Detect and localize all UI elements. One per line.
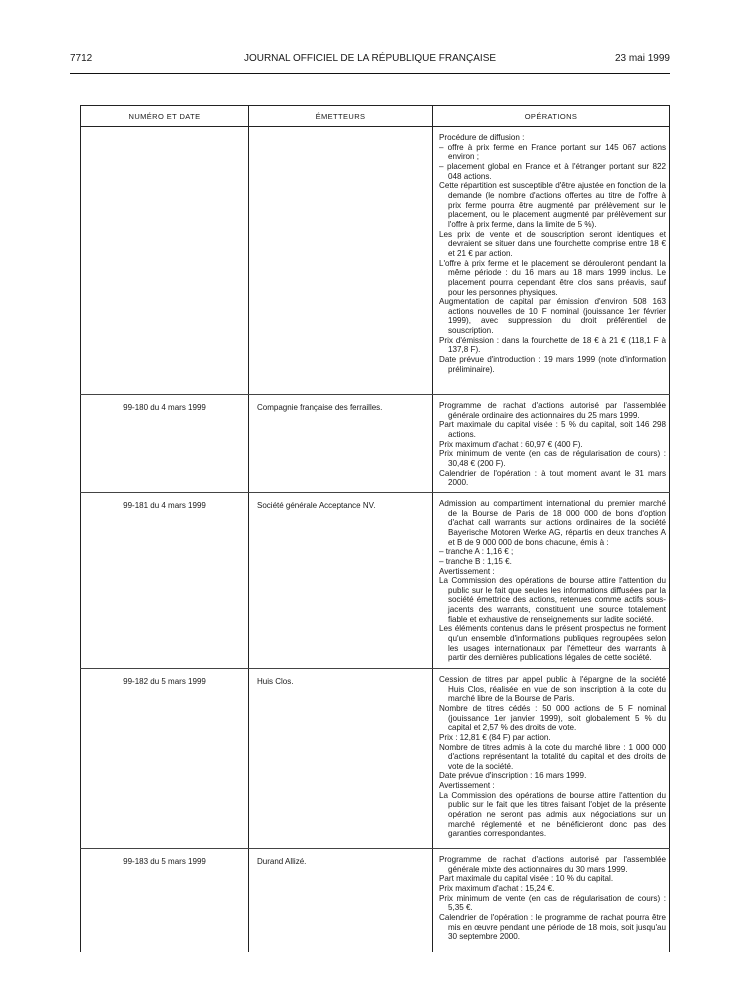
operation-line: Les éléments contenus dans le présent prospectus ne forment qu'un ensemble d'informations publiques regroupées selon les usages internationaux par l'émetteur des warrants à partir des dernières publications légales de cette société. xyxy=(439,624,666,663)
table-row xyxy=(81,127,670,395)
operation-line: Nombre de titres admis à la cote du marché libre : 1 000 000 d'actions représentant la totalité du capital et des droits de vote de la société. xyxy=(439,742,666,771)
table-row xyxy=(81,668,670,848)
operation-line: – tranche B : 1,15 €. xyxy=(439,556,512,566)
emetteur-cell: Durand Allizé. xyxy=(249,848,433,952)
numero-cell: 99-183 du 5 mars 1999 xyxy=(81,848,249,952)
operation-line: Les prix de vente et de souscription seront identiques et devraient se situer dans une fourchette comprise entre 18 € et 21 € par action. xyxy=(439,229,666,258)
operation-line: Date prévue d'introduction : 19 mars 1999 (note d'information préliminaire). xyxy=(439,355,666,374)
numero-cell: 99-181 du 4 mars 1999 xyxy=(81,492,249,668)
emetteur-cell xyxy=(249,127,433,395)
operation-line: – placement global en France et à l'étranger portant sur 822 048 actions. xyxy=(439,161,666,181)
column-header-numero: NUMÉRO ET DATE xyxy=(81,106,249,127)
operation-line: Part maximale du capital visée : 5 % du capital, soit 146 298 actions. xyxy=(439,420,666,439)
emetteur-cell: Société générale Acceptance NV. xyxy=(249,492,433,668)
numero-cell: 99-182 du 5 mars 1999 xyxy=(81,668,249,848)
operation-line: – tranche A : 1,16 € ; xyxy=(439,547,514,557)
table-row xyxy=(81,395,670,493)
emetteur-cell: Huis Clos. xyxy=(249,668,433,848)
numero-cell xyxy=(81,127,249,395)
operations-cell xyxy=(433,848,670,952)
journal-title: JOURNAL OFFICIEL DE LA RÉPUBLIQUE FRANÇAISE xyxy=(243,53,497,64)
table-row xyxy=(81,492,670,668)
operations-cell xyxy=(433,127,670,395)
operation-line: La Commission des opérations de bourse attire l'attention du public sur le fait que les titres faisant l'objet de la présente opération ne seront pas admis aux négociations sur un marché réglementé et ne bénéficieront donc pas des garanties correspondantes. xyxy=(439,790,666,839)
operation-line: Augmentation de capital par émission d'environ 508 163 actions nouvelles de 10 F nominal (jouissance 1er février 1999), avec suppression du droit préférentiel de souscription. xyxy=(439,297,666,336)
column-header-emetteurs: ÉMETTEURS xyxy=(249,106,433,127)
operations-table xyxy=(80,105,670,952)
emetteur-cell: Compagnie française des ferrailles. xyxy=(249,395,433,493)
page-header xyxy=(70,53,670,69)
operation-line: Prix maximum d'achat : 60,97 € (400 F). xyxy=(439,439,583,449)
operation-line: Cette répartition est susceptible d'être ajustée en fonction de la demande (le nombre d'actions offertes au titre de l'offre à prix ferme pourra être augmenté par prélèvement sur le placement, ou le placement augmenté par prélèvement sur l'offre à prix ferme, dans la limite de 5 %). xyxy=(439,181,666,229)
page-number: 7712 xyxy=(70,53,93,64)
operation-line: Prix d'émission : dans la fourchette de 18 € à 21 € (118,1 F à 137,8 F). xyxy=(439,335,666,355)
operation-line: Avertissement : xyxy=(439,781,495,791)
operations-cell xyxy=(433,395,670,493)
operation-line: Prix minimum de vente (en cas de régularisation de cours) : 30,48 € (200 F). xyxy=(439,449,666,468)
operation-line: Part maximale du capital visée : 10 % du capital. xyxy=(439,874,614,884)
operation-line: Prix : 12,81 € (84 F) par action. xyxy=(439,732,551,742)
issue-date: 23 mai 1999 xyxy=(614,53,670,64)
operation-line: Procédure de diffusion : xyxy=(439,133,525,142)
operation-line: Calendrier de l'opération : à tout moment avant le 31 mars 2000. xyxy=(439,468,666,488)
operation-line: – offre à prix ferme en France portant sur 145 067 actions environ ; xyxy=(439,142,666,162)
table-row xyxy=(81,848,670,952)
operation-line: L'offre à prix ferme et le placement se dérouleront pendant la même période : du 16 mars au 18 mars 1999 inclus. Le placement pourra cependant être clos sans préavis, sauf pour les personnes physiques. xyxy=(439,258,666,297)
operation-line: Nombre de titres cédés : 50 000 actions de 5 F nominal (jouissance 1er janvier 1999), soit globalement 5 % du capital et 2,57 % des droits de vote. xyxy=(439,703,666,733)
operations-cell xyxy=(433,668,670,848)
column-header-operations: OPÉRATIONS xyxy=(433,106,670,127)
operation-line: Date prévue d'inscription : 16 mars 1999. xyxy=(439,771,587,781)
operation-line: Admission au compartiment international du premier marché de la Bourse de Paris de 18 000 000 de bons d'option d'achat call warrants sur actions ordinaires de la société Bayerische Motoren Werke AG, répartis en deux tranches A et B de 9 000 000 de bons chacune, émis à : xyxy=(439,498,666,547)
header-rule xyxy=(70,73,670,74)
table-header-row xyxy=(81,106,670,127)
operation-line: Prix maximum d'achat : 15,24 €. xyxy=(439,883,555,893)
operations-cell xyxy=(433,492,670,668)
operation-line: Avertissement : xyxy=(439,566,495,576)
operation-line: Prix minimum de vente (en cas de régularisation de cours) : 5,35 €. xyxy=(439,893,666,913)
operation-line: Cession de titres par appel public à l'épargne de la société Huis Clos, réalisée en vue de son inscription à la cote du marché libre de la Bourse de Paris. xyxy=(439,674,666,704)
operation-line: Calendrier de l'opération : le programme de rachat pourra être mis en œuvre pendant une période de 18 mois, soit jusqu'au 30 septembre 2000. xyxy=(439,912,666,942)
operation-line: Programme de rachat d'actions autorisé par l'assemblée générale mixte des actionnaires du 30 mars 1999. xyxy=(439,854,666,874)
operation-line: La Commission des opérations de bourse attire l'attention du public sur le fait que seules les informations diffusées par la société émettrice des actions, retenues comme actifs sous-jacents des warrants, constituent une source totalement fiable et exhaustive de renseignements sur ladite société. xyxy=(439,576,666,624)
numero-cell: 99-180 du 4 mars 1999 xyxy=(81,395,249,493)
operation-line: Programme de rachat d'actions autorisé par l'assemblée générale ordinaire des actionnaires du 25 mars 1999. xyxy=(439,401,666,420)
